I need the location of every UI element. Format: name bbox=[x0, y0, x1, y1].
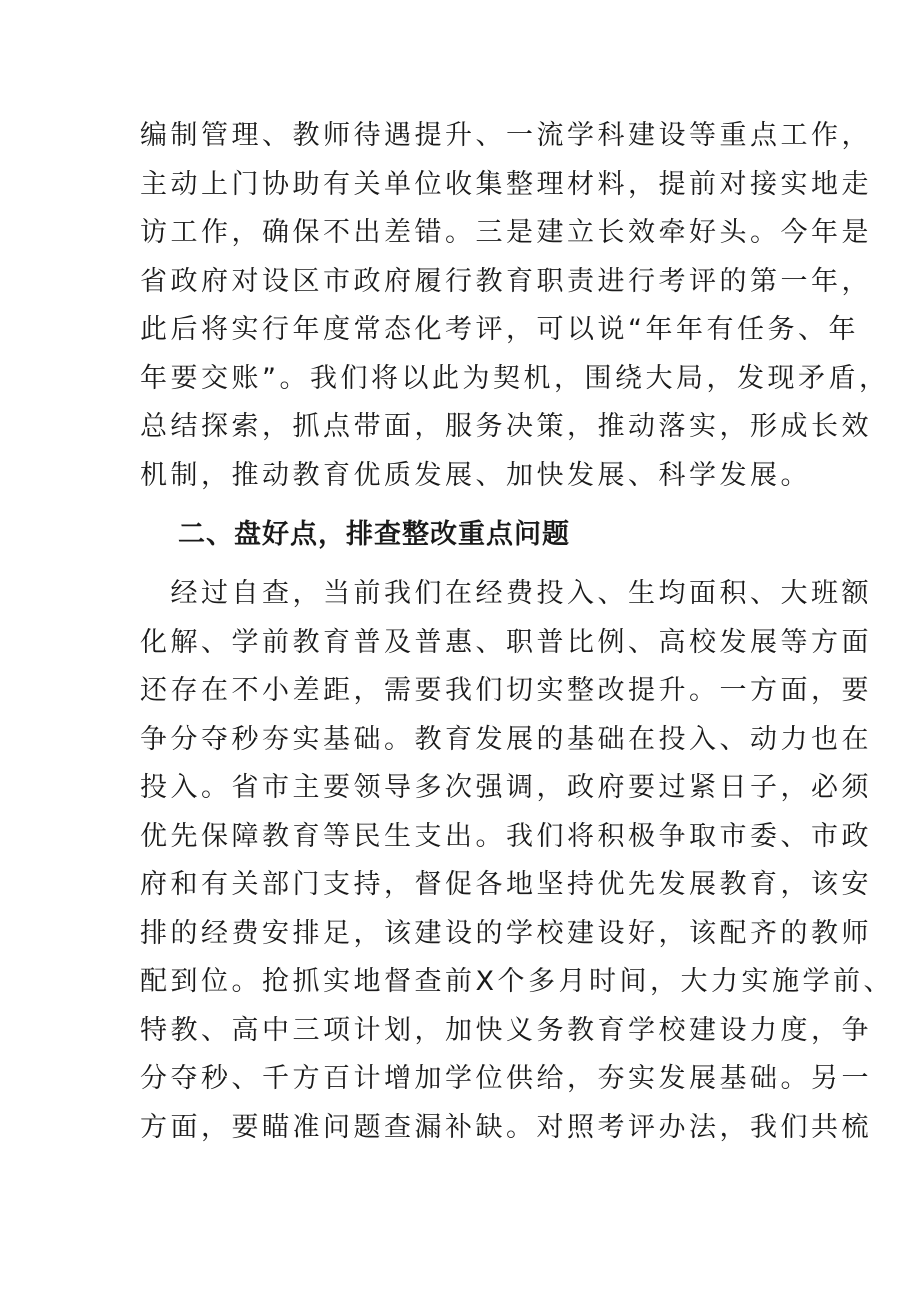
text-line: 化解、学前教育普及普惠、职普比例、高校发展等方面 bbox=[140, 626, 872, 658]
text-line: 投入。省市主要领导多次强调，政府要过紧日子，必须 bbox=[140, 772, 872, 803]
text-line: 配到位。抢抓实地督查前X个多月时间，大力实施学前、 bbox=[140, 966, 894, 997]
text-line: 优先保障教育等民生支出。我们将积极争取市委、市政 bbox=[140, 820, 872, 852]
text-line: 编制管理、教师待遇提升、一流学科建设等重点工作， bbox=[140, 120, 872, 151]
text-line: 争分夺秒夯实基础。教育发展的基础在投入、动力也在 bbox=[140, 723, 872, 755]
text-line: 方面，要瞄准问题查漏补缺。对照考评办法，我们共梳 bbox=[140, 1111, 872, 1143]
text-line: 此后将实行年度常态化考评，可以说“年年有任务、年 bbox=[140, 314, 859, 345]
text-line: 还存在不小差距，需要我们切实整改提升。一方面，要 bbox=[140, 675, 872, 706]
section-heading: 二、盘好点，排查整改重点问题 bbox=[178, 519, 570, 550]
text-line: 分夺秒、千方百计增加学位供给，夯实发展基础。另一 bbox=[140, 1063, 872, 1094]
text-line: 机制，推动教育优质发展、加快发展、科学发展。 bbox=[140, 459, 811, 491]
text-line: 总结探索，抓点带面，服务决策，推动落实，形成长效 bbox=[140, 411, 872, 442]
text-line: 省政府对设区市政府履行教育职责进行考评的第一年， bbox=[140, 265, 872, 297]
paragraph-continued bbox=[140, 112, 890, 500]
text-line: 府和有关部门支持，督促各地坚持优先发展教育，该安 bbox=[140, 869, 872, 900]
text-line: 年要交账”。我们将以此为契机，围绕大局，发现矛盾， bbox=[140, 362, 890, 394]
text-line: 排的经费安排足，该建设的学校建设好，该配齐的教师 bbox=[140, 917, 872, 949]
text-line: 特教、高中三项计划，加快义务教育学校建设力度，争 bbox=[140, 1014, 872, 1046]
text-line: 访工作，确保不出差错。三是建立长效牵好头。今年是 bbox=[140, 217, 872, 248]
text-line: 主动上门协助有关单位收集整理材料，提前对接实地走 bbox=[140, 168, 872, 200]
paragraph-section-two bbox=[140, 570, 894, 1152]
text-line: 经过自查，当前我们在经费投入、生均面积、大班额 bbox=[140, 578, 872, 609]
